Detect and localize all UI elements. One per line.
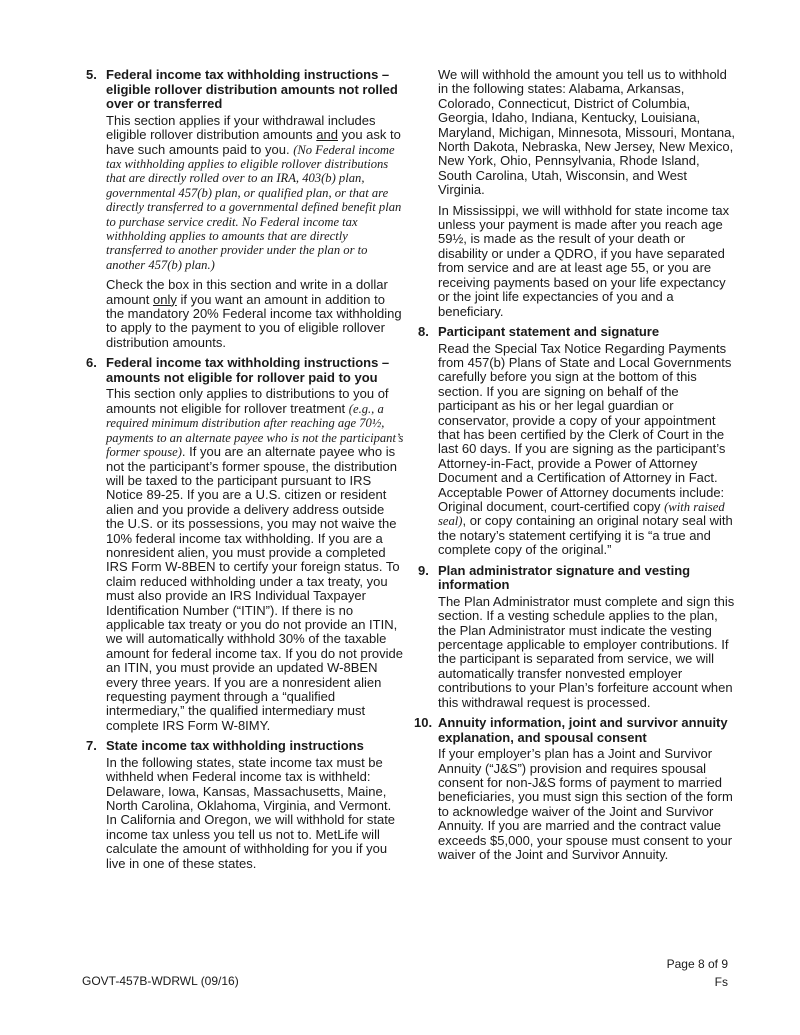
section-number: 5. xyxy=(86,67,97,82)
footer-code: Fs xyxy=(714,975,728,989)
section-6 xyxy=(86,356,404,733)
page-number: Page 8 of 9 xyxy=(666,957,728,971)
section-number: 7. xyxy=(86,738,97,754)
section-8 xyxy=(418,325,736,558)
section-title: Federal income tax withholding instructions – eligible rollover distribution amounts not rolled over or transferred xyxy=(106,67,398,112)
section-paragraph: Read the Special Tax Notice Regarding Payments from 457(b) Plans of State and Local Governments carefully before you sign at the bottom of this section. If you are signing on behalf of the participant as his or her legal guardian or conservator, provide a copy of your appointment that has been certified by the Clerk of Court in the last 60 days. If you are signing as the participant’s Attorney-in-Fact, provide a Power of Attorney Document and a Certification of Attorney in Fact. Acceptable Power of Attorney documents include: Original document, court-certified copy (with raised seal), or copy containing an original notary seal with the notary’s statement certifying it is “a true and complete copy of the original.” xyxy=(438,340,733,558)
form-id: GOVT-457B-WDRWL (09/16) xyxy=(82,974,239,988)
section-number: 8. xyxy=(418,323,429,339)
section-9 xyxy=(418,564,736,710)
section-7 xyxy=(86,739,404,871)
section-paragraph: In Mississippi, we will withhold for state income tax unless your payment is made after you reach age 59½, is made as the result of your death or disability or under a QDRO, if you have separated from service and are at least age 55, or you are receiving payments based on your life expectancy or the joint life expectancies of you and a beneficiary. xyxy=(438,202,730,319)
section-paragraph: If your employer’s plan has a Joint and Survivor Annuity (“J&S”) provision and requires spousal consent for non-J&S forms of payment to married beneficiaries, you must sign this section of the form to acknowledge waiver of the Joint and Survivor Annuity. If you are married and the contract value exceeds $5,000, your spouse must consent to your waiver of the Joint and Survivor Annuity. xyxy=(438,746,733,863)
section-paragraph: We will withhold the amount you tell us to withhold in the following states: Alabama, Arkansas, Colorado, Connecticut, District of Columbia, Georgia, Idaho, Indiana, Kentucky, Louisiana, Maryland, Michigan, Minnesota, Missouri, Montana, North Dakota, Nebraska, New Jersey, New Mexico, New York, Ohio, Pennsylvania, Rhode Island, South Carolina, Utah, Wisconsin, and West Virginia. xyxy=(438,67,735,198)
section-number: 10. xyxy=(414,715,433,731)
section-paragraph: This section only applies to distributions to you of amounts not eligible for rollover treatment (e.g., a required minimum distribution after reaching age 70½, payments to an alternate payee who is not the participant’s former spouse). If you are an alternate payee who is not the participant’s former spouse, the distribution will be taxed to the participant pursuant to IRS Notice 89-25. If you are a U.S. citizen or resident alien and you provide a delivery address outside the U.S. or its possessions, you may not waive the 10% federal income tax withholding. If you are a nonresident alien, you must provide a completed IRS Form W-8BEN to certify your foreign status. To claim reduced withholding under a tax treaty, you must also provide an IRS Individual Taxpayer Identification Number (“ITIN”). If there is no applicable tax treaty or you do not provide an ITIN, we will automatically withhold 30% of the taxable amount for federal income tax. If you do not provide an ITIN, you must provide an updated W-8BEN every three years. If you are a nonresident alien requesting payment through a “qualified intermediary,” the qualified intermediary must complete IRS Form W-8IMY. xyxy=(106,386,404,733)
section-title: Annuity information, joint and survivor annuity explanation, and spousal consent xyxy=(438,715,728,745)
section-paragraph: In the following states, state income tax must be withheld when Federal income tax is withheld: Delaware, Iowa, Kansas, Massachusetts, Maine, North Carolina, Oklahoma, Virginia, and Vermont. In California and Oregon, we will withhold for state income tax unless you tell us not to. MetLife will calculate the amount of withholding for you if you live in one of these states. xyxy=(106,754,396,871)
section-paragraph: This section applies if your withdrawal includes eligible rollover distribution amounts and you ask to have such amounts paid to you. (No Federal income tax withholding applies to eligible rollover distributions that are directly rolled over to an IRA, 403(b) plan, governmental 457(b) plan, or qualified plan, or that are directly transferred to a governmental defined benefit plan to purchase service credit. No Federal income tax withholding applies to amounts that are directly transferred to another provider under the plan or to another 457(b) plan.) xyxy=(106,112,402,272)
section-7-continued xyxy=(418,68,736,319)
section-title: Participant statement and signature xyxy=(438,323,660,339)
section-10 xyxy=(414,715,736,863)
section-title: Plan administrator signature and vesting information xyxy=(438,562,691,593)
section-title: State income tax withholding instructions xyxy=(106,738,364,754)
left-column xyxy=(86,68,404,877)
footer-right xyxy=(667,955,728,991)
section-number: 6. xyxy=(86,355,97,371)
section-title: Federal income tax withholding instructions – amounts not eligible for rollover paid to you xyxy=(106,355,390,385)
section-5 xyxy=(86,68,404,350)
section-paragraph: Check the box in this section and write in a dollar amount only if you want an amount in addition to the mandatory 20% Federal income tax withholding to apply to the payment to you of eligible rollover distribution amounts. xyxy=(106,277,402,350)
right-column xyxy=(414,67,736,868)
section-number: 9. xyxy=(418,562,429,578)
section-paragraph: The Plan Administrator must complete and sign this section. If a vesting schedule applies to the plan, the Plan Administrator must indicate the vesting percentage applicable to employer contributions. If the participant is separated from service, we will automatically transfer nonvested employer contributions to your Plan’s forfeiture account when this withdrawal request is processed. xyxy=(438,593,735,710)
